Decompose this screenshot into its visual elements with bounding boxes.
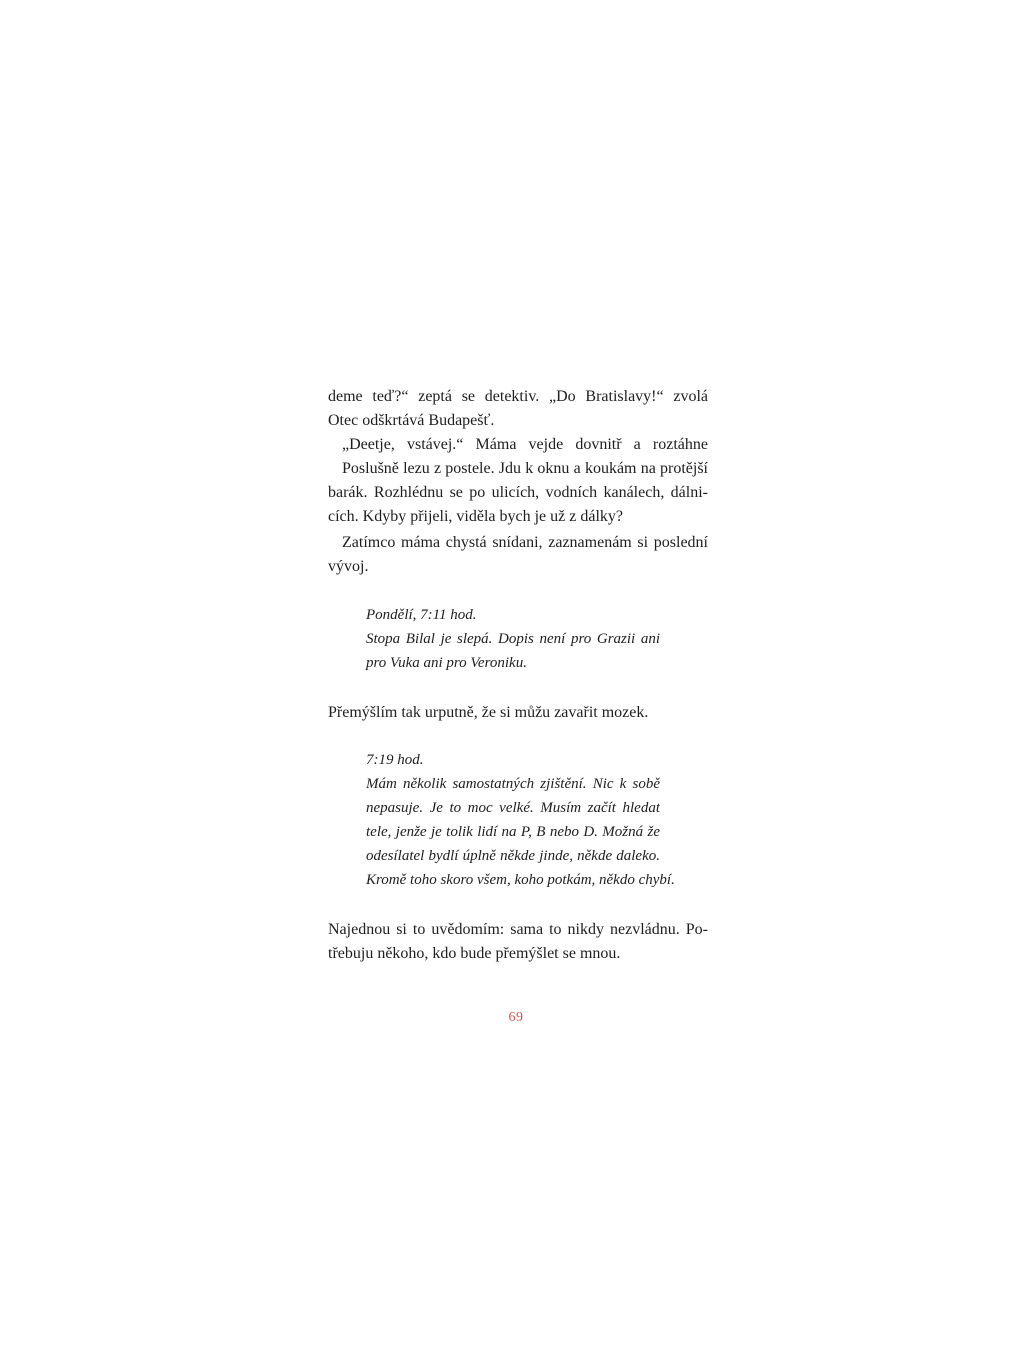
- text-line: Zatímco máma chystá snídani, zaznamenám si poslední: [342, 534, 708, 551]
- text-line: vývoj.: [328, 558, 369, 575]
- text-line: Přemýšlím tak urputně, že si můžu zavařit mozek.: [328, 704, 649, 721]
- paragraph: [328, 701, 708, 725]
- text-line: barák. Rozhlédnu se po ulicích, vodních kanálech, dálni-: [328, 484, 708, 501]
- text-line: Najednou si to uvědomím: sama to nikdy nezvládnu. Po-: [328, 921, 708, 938]
- diary-note-line: nepasuje. Je to moc velké. Musím začít hledat: [366, 800, 660, 816]
- diary-note: [366, 603, 660, 675]
- paragraph: [328, 433, 708, 457]
- text-line: třebuju někoho, kdo bude přemýšlet se mnou.: [328, 945, 621, 962]
- diary-note-line: Mám několik samostatných zjištění. Nic k sobě: [366, 776, 660, 792]
- paragraph-continuation: [328, 385, 708, 433]
- diary-note: [366, 748, 675, 892]
- diary-note-line: Kromě toho skoro všem, koho potkám, někdo chybí.: [366, 872, 675, 888]
- text-line: deme teď?“ zeptá se detektiv. „Do Bratislavy!“ zvolá: [328, 388, 708, 405]
- diary-note-heading: 7:19 hod.: [366, 752, 424, 768]
- diary-note-line: odesílatel bydlí úplně někde jinde, někde daleko.: [366, 848, 660, 864]
- diary-note-line: Stopa Bilal je slepá. Dopis není pro Grazii ani: [366, 631, 660, 647]
- text-line: Poslušně lezu z postele. Jdu k oknu a koukám na protější: [342, 460, 708, 477]
- text-line: Otec odškrtává Budapešť.: [328, 412, 495, 429]
- text-line: „Deetje, vstávej.“ Máma vejde dovnitř a roztáhne: [342, 436, 708, 453]
- page-number: 69: [508, 1010, 524, 1025]
- diary-note-heading: Pondělí, 7:11 hod.: [366, 607, 477, 623]
- text-line: cích. Kdyby přijeli, viděla bych je už z dálky?: [328, 508, 624, 525]
- diary-note-line: tele, jenže je tolik lidí na P, B nebo D. Možná že: [366, 824, 660, 840]
- paragraph: [328, 918, 708, 966]
- diary-note-line: pro Vuka ani pro Veroniku.: [366, 655, 527, 671]
- paragraph: [328, 531, 708, 579]
- paragraph: [328, 457, 708, 529]
